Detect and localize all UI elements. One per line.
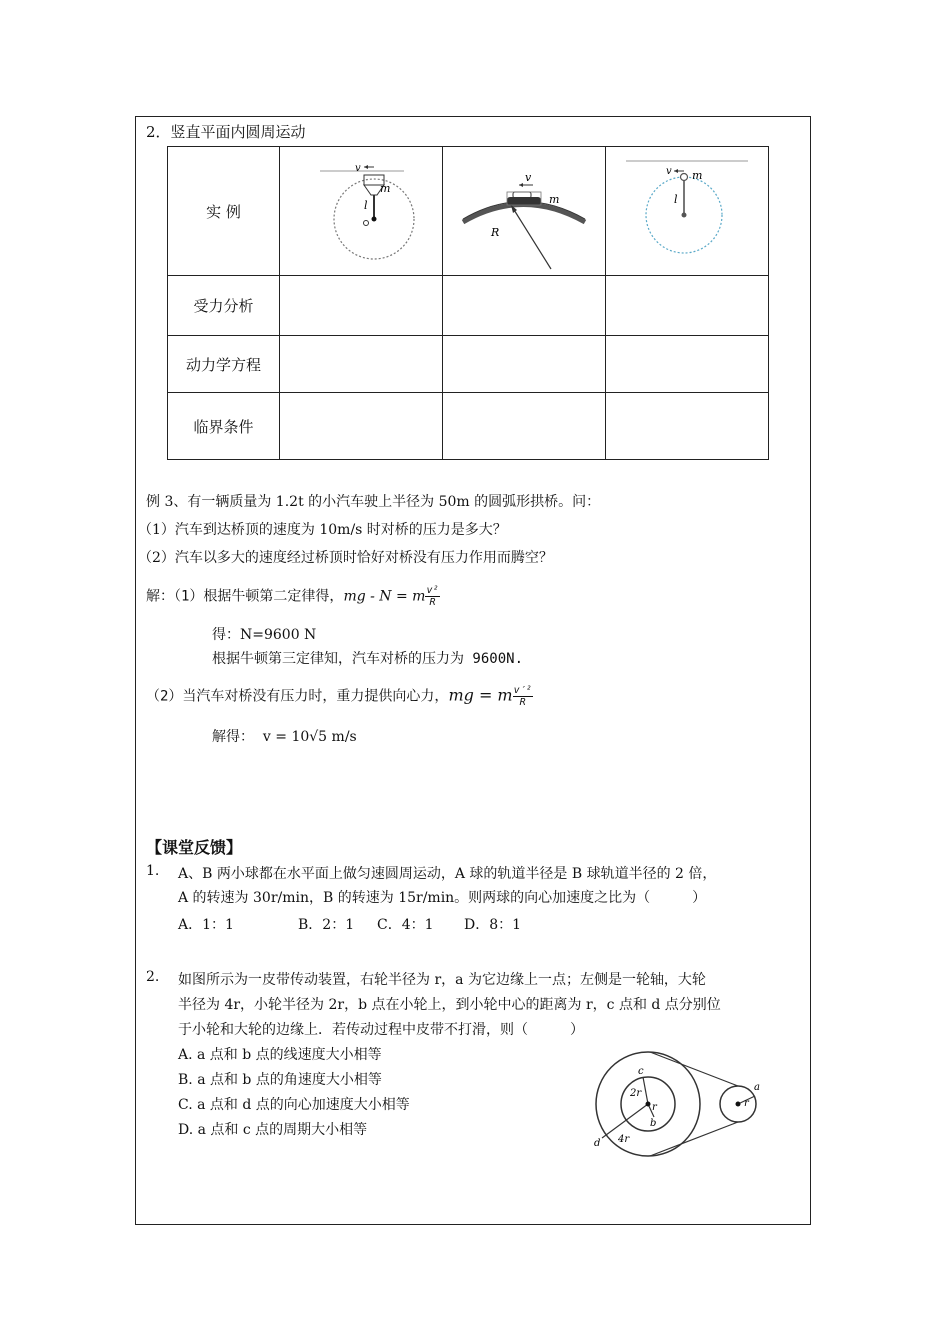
q1-option-b: B．2：1	[298, 917, 355, 933]
fig1-v-label: v	[355, 163, 361, 174]
row-label-force-analysis: 受力分析	[168, 276, 280, 336]
cell-empty	[280, 336, 443, 393]
solution-line2	[146, 685, 533, 708]
cell-empty	[443, 393, 606, 460]
solution-line3	[212, 726, 357, 746]
q1-option-d: D．8：1	[464, 917, 522, 933]
fig1-m-label: m	[380, 182, 391, 195]
cell-empty	[443, 336, 606, 393]
fig3-m-label: m	[692, 169, 703, 182]
fig1-l-label: l	[364, 199, 368, 212]
fraction-denominator: R	[519, 697, 526, 708]
label-r-right: r	[744, 1098, 749, 1109]
solution-line1	[146, 585, 440, 608]
solution-result2: v = 10√5 m/s	[262, 729, 357, 745]
cell-empty	[443, 276, 606, 336]
q1-line2: A 的转速为 30r/min，B 的转速为 15r/min。则两球的向心加速度之比为（ ）	[178, 890, 707, 906]
section-title: 2．竖直平面内圆周运动	[146, 123, 306, 141]
label-r: r	[652, 1102, 657, 1113]
solution-equation1: mg - N = m	[343, 588, 426, 605]
cell-empty	[606, 336, 769, 393]
solution-part2: （2）当汽车对桥没有压力时，重力提供向心力，	[146, 688, 449, 705]
figure-rod-ball	[606, 147, 769, 276]
row-label-critical-condition: 临界条件	[168, 393, 280, 460]
feedback-heading: 【课堂反馈】	[146, 838, 243, 857]
belt-pulley-diagram	[588, 1046, 768, 1162]
q2-option-c: C. a 点和 d 点的向心加速度大小相等	[178, 1097, 410, 1113]
car-bridge-diagram	[443, 147, 605, 271]
q2-line3: 于小轮和大轮的边缘上．若传动过程中皮带不打滑，则（ ）	[178, 1022, 584, 1038]
q2-option-d: D. a 点和 c 点的周期大小相等	[178, 1122, 368, 1138]
cell-empty	[280, 393, 443, 460]
label-4r: 4r	[618, 1134, 630, 1145]
fig2-R-label: R	[491, 226, 500, 239]
fig2-v-label: v	[525, 171, 532, 184]
q2-line1: 如图所示为一皮带传动装置，右轮半径为 r，a 为它边缘上一点；左侧是一轮轴，大轮	[178, 972, 706, 988]
solution-third-law: 根据牛顿第三定律知，汽车对桥的压力为 9600N.	[212, 651, 523, 667]
rope-ball-diagram	[280, 147, 442, 271]
row-label-example: 实 例	[168, 147, 280, 276]
q2-line2: 半径为 4r，小轮半径为 2r，b 点在小轮上，到小轮中心的距离为 r，c 点和 d 点分别位	[178, 997, 721, 1013]
fig2-m-label: m	[549, 193, 560, 206]
fig3-v-label: v	[666, 166, 672, 177]
circular-motion-table	[167, 146, 769, 460]
solution-intro: 解：（1）根据牛顿第二定律得，	[146, 588, 344, 605]
label-a: a	[754, 1082, 760, 1093]
fraction-v2-over-R	[425, 585, 439, 608]
solution-result2-label: 解得：	[212, 729, 254, 745]
example3-part2: （2）汽车以多大的速度经过桥顶时恰好对桥没有压力作用而腾空？	[138, 550, 553, 566]
row-label-dynamics-equation: 动力学方程	[168, 336, 280, 393]
q1-option-a: A．1：1	[178, 917, 234, 933]
q2-option-a: A. a 点和 b 点的线速度大小相等	[178, 1047, 382, 1063]
cell-empty	[606, 276, 769, 336]
label-2r: 2r	[630, 1088, 642, 1099]
fraction-numerator: v′²	[513, 685, 532, 696]
fig3-l-label: l	[674, 193, 678, 206]
label-b: b	[650, 1118, 657, 1129]
fraction-numerator: v²	[426, 585, 439, 596]
cell-empty	[280, 276, 443, 336]
q1-line1: A、B 两小球都在水平面上做匀速圆周运动，A 球的轨道半径是 B 球轨道半径的 2 倍，	[178, 866, 717, 882]
fraction-vprime2-over-R	[513, 685, 533, 708]
solution-equation2: mg = m	[448, 685, 513, 705]
example3-question: 例 3、有一辆质量为 1.2t 的小汽车驶上半径为 50m 的圆弧形拱桥。问：	[146, 494, 601, 510]
q2-number: 2.	[146, 969, 160, 985]
q1-number: 1.	[146, 863, 160, 879]
figure-rope-ball	[280, 147, 443, 276]
example3-part1: （1）汽车到达桥顶的速度为 10m/s 时对桥的压力是多大？	[138, 522, 507, 538]
cell-empty	[606, 393, 769, 460]
label-d: d	[594, 1138, 601, 1149]
label-c: c	[638, 1066, 644, 1077]
rod-ball-diagram	[606, 147, 768, 271]
solution-result1: 得：N=9600 N	[212, 627, 317, 643]
fraction-denominator: R	[429, 597, 436, 608]
q2-option-b: B. a 点和 b 点的角速度大小相等	[178, 1072, 382, 1088]
q1-option-c: C．4：1	[377, 917, 434, 933]
figure-car-bridge	[443, 147, 606, 276]
